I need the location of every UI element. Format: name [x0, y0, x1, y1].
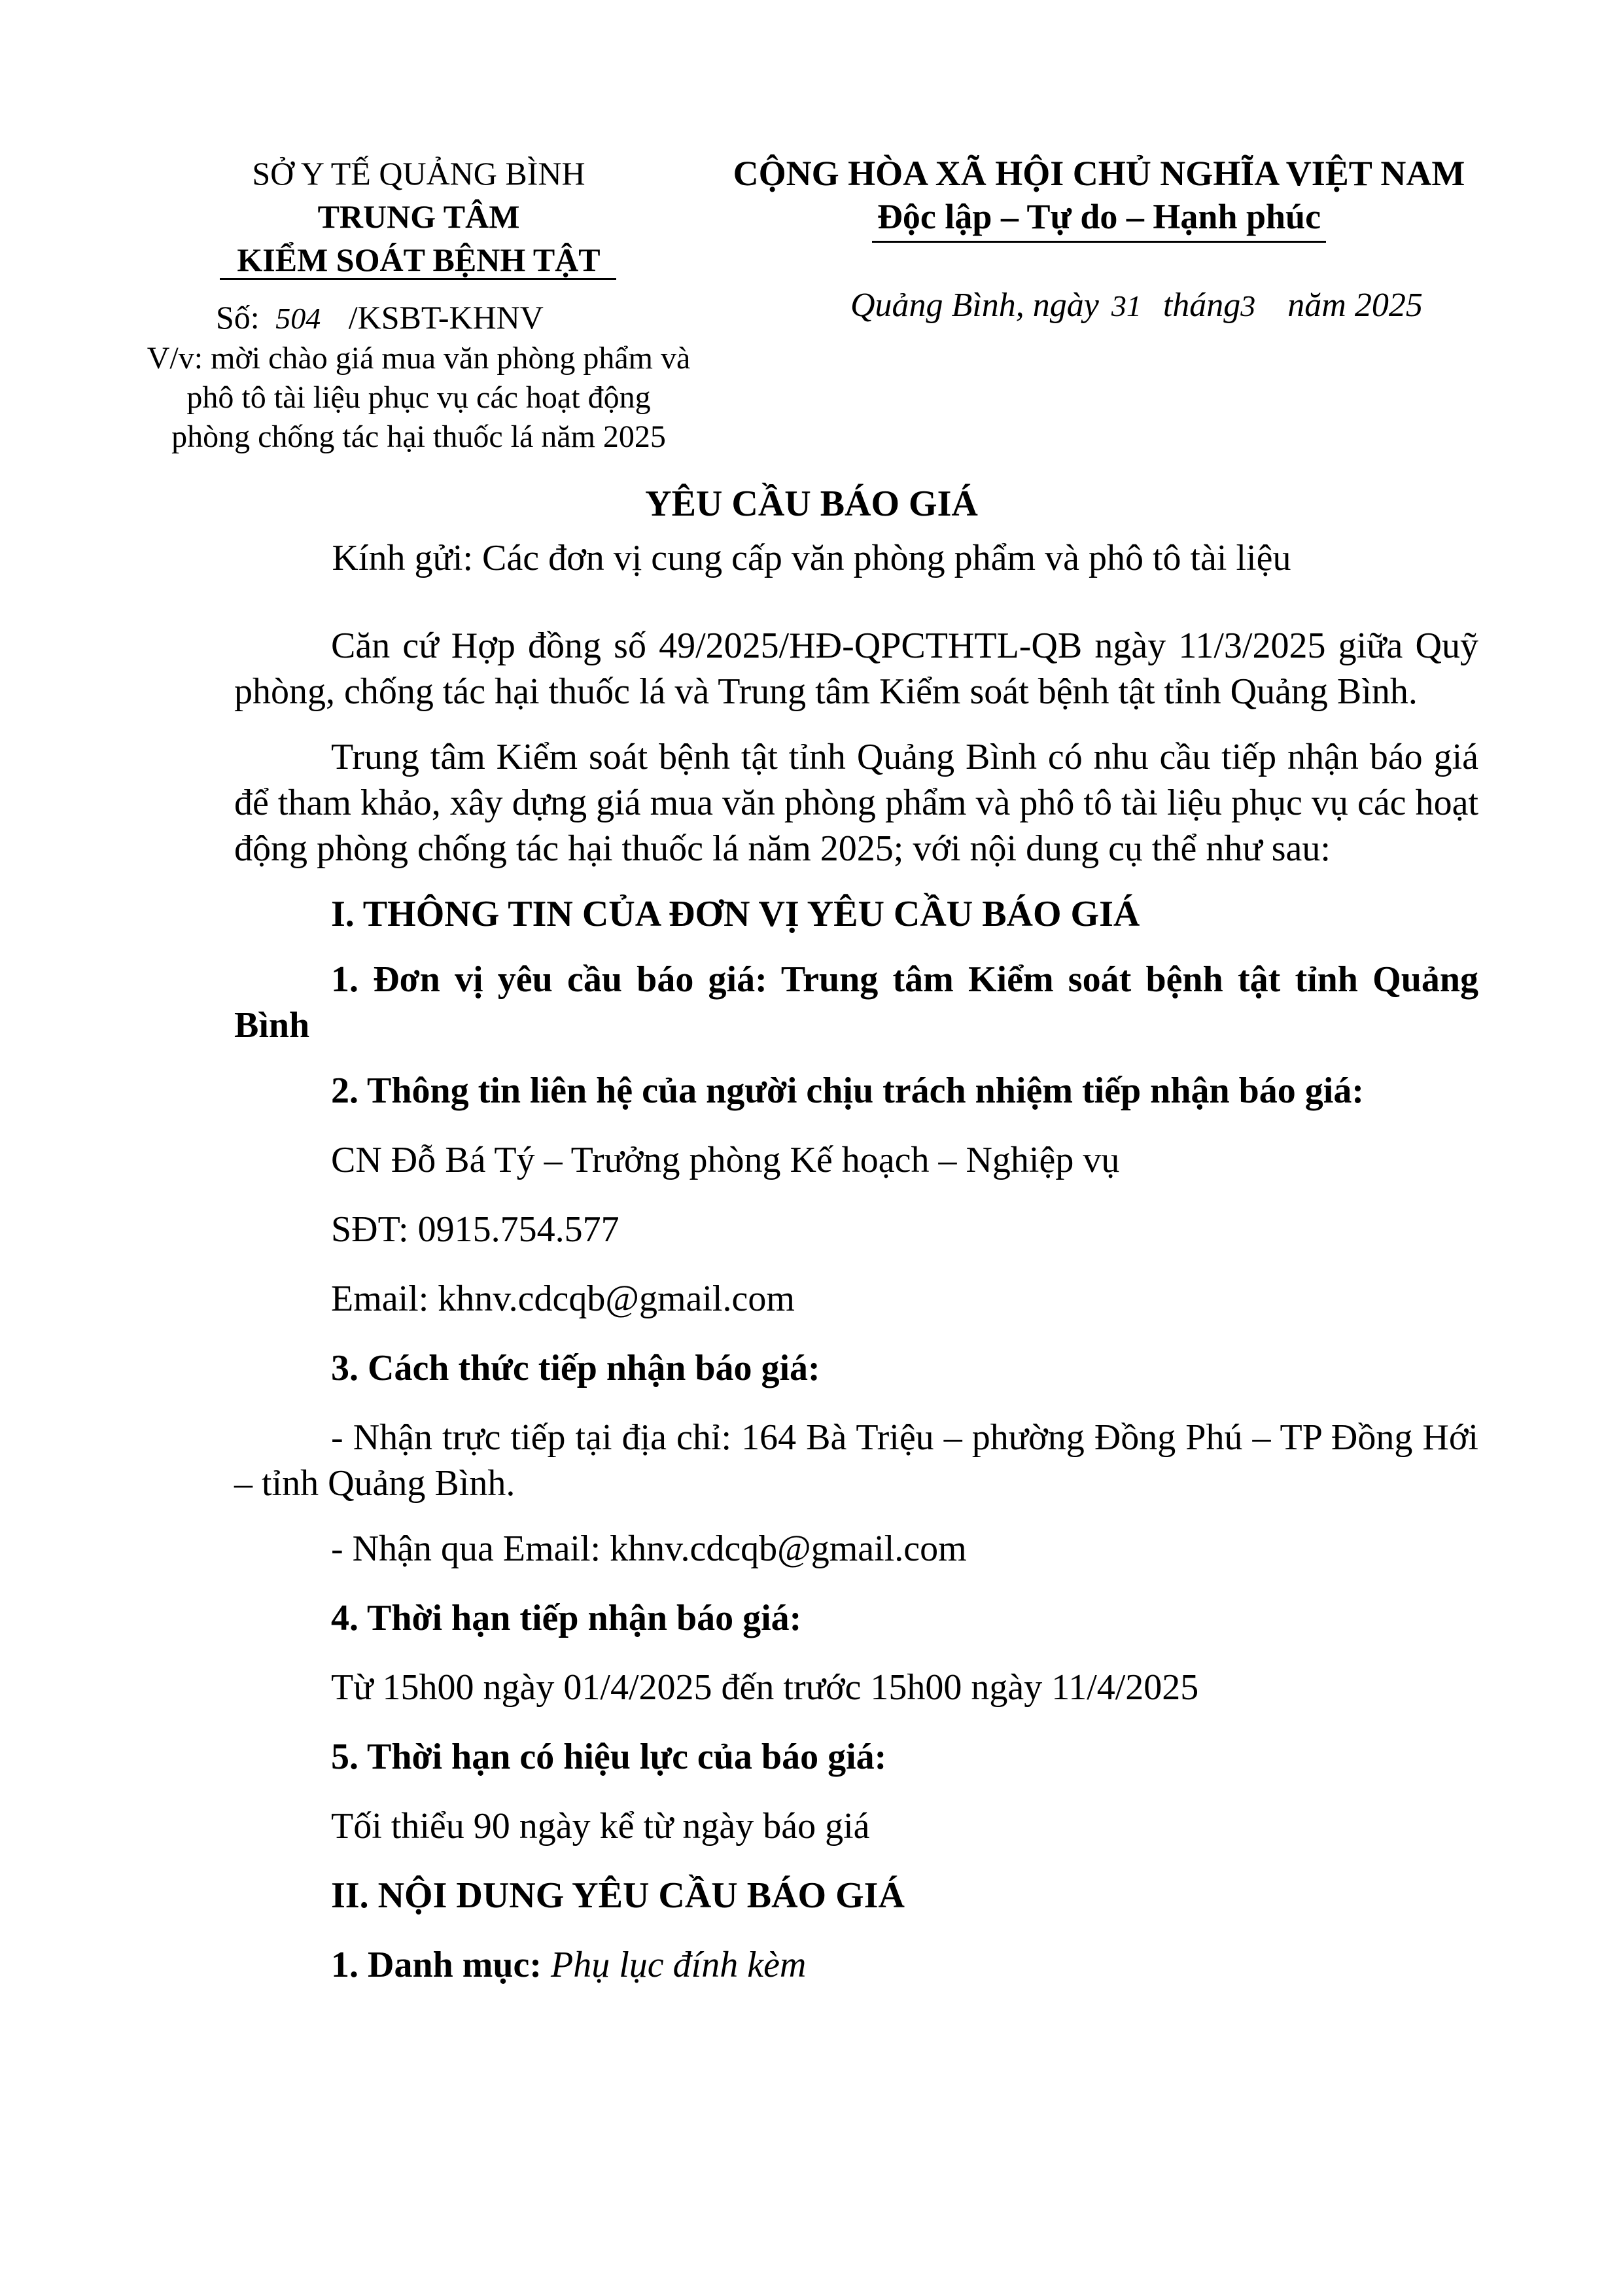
date-day: 31	[1111, 289, 1142, 323]
catalog-line	[234, 1942, 1478, 1988]
paragraph-purpose: Trung tâm Kiểm soát bệnh tật tỉnh Quảng Bình có nhu cầu tiếp nhận báo giá để tham khảo, xây dựng giá mua văn phòng phẩm và phô tô tài liệu phục vụ các hoạt động phòng chống tác hại thuốc lá năm 2025; với nội dung cụ thể như sau:	[234, 737, 1478, 869]
contact-person: CN Đỗ Bá Tý – Trưởng phòng Kế hoạch – Nghiệp vụ	[331, 1140, 1120, 1180]
org-name-line2: KIỂM SOÁT BỆNH TẬT	[237, 241, 601, 278]
document-title: YÊU CẦU BÁO GIÁ	[645, 484, 978, 524]
date-month-label: tháng	[1162, 287, 1241, 324]
date-year: năm 2025	[1287, 287, 1423, 324]
recipient-line: Kính gửi: Các đơn vị cung cấp văn phòng phẩm và phô tô tài liệu	[332, 538, 1291, 578]
item-1-requesting-unit: 1. Đơn vị yêu cầu báo giá: Trung tâm Kiểm soát bệnh tật tỉnh Quảng Bình	[234, 959, 1478, 1046]
motto-underline	[872, 241, 1326, 243]
ministry-name: SỞ Y TẾ QUẢNG BÌNH	[252, 155, 585, 192]
catalog-label: 1. Danh mục:	[331, 1945, 542, 1985]
org-name-line1: TRUNG TÂM	[317, 198, 520, 235]
header-left	[131, 152, 707, 281]
contact-email: Email: khnv.cdcqb@gmail.com	[331, 1279, 795, 1319]
subject-line-3: phòng chống tác hại thuốc lá năm 2025	[171, 419, 666, 454]
nation-name: CỘNG HÒA XÃ HỘI CHỦ NGHĨA VIỆT NAM	[733, 154, 1465, 193]
document-body	[234, 623, 1478, 1988]
validity: Tối thiểu 90 ngày kể từ ngày báo giá	[331, 1806, 870, 1846]
catalog-value: Phụ lục đính kèm	[551, 1945, 807, 1985]
number-prefix: Số:	[216, 299, 260, 336]
item-3-title: 3. Cách thức tiếp nhận báo giá:	[331, 1348, 820, 1388]
item-2-title: 2. Thông tin liên hệ của người chịu trách nhiệm tiếp nhận báo giá:	[331, 1070, 1364, 1111]
motto: Độc lập – Tự do – Hạnh phúc	[877, 197, 1321, 236]
section-1-title: I. THÔNG TIN CỦA ĐƠN VỊ YÊU CẦU BÁO GIÁ	[331, 894, 1140, 934]
date-month: 3	[1240, 289, 1256, 323]
subject-block	[98, 339, 739, 457]
subject-line-2: phô tô tài liệu phục vụ các hoạt động	[186, 380, 651, 415]
deadline: Từ 15h00 ngày 01/4/2025 đến trước 15h00 ngày 11/4/2025	[331, 1667, 1199, 1708]
number-value: 504	[275, 302, 321, 335]
item-4-title: 4. Thời hạn tiếp nhận báo giá:	[331, 1598, 802, 1638]
paragraph-basis: Căn cứ Hợp đồng số 49/2025/HĐ-QPCTHTL-QB ngày 11/3/2025 giữa Quỹ phòng, chống tác hại thuốc lá và Trung tâm Kiểm soát bệnh tật tỉnh Quảng Bình.	[234, 626, 1478, 712]
org-underline	[220, 278, 616, 280]
section-2-title: II. NỘI DUNG YÊU CẦU BÁO GIÁ	[331, 1875, 905, 1916]
date-line	[850, 284, 1531, 328]
method-direct: - Nhận trực tiếp tại địa chỉ: 164 Bà Triệu – phường Đồng Phú – TP Đồng Hới – tỉnh Quảng Bình.	[234, 1417, 1478, 1504]
subject-line-1: V/v: mời chào giá mua văn phòng phẩm và	[147, 341, 691, 376]
item-5-title: 5. Thời hạn có hiệu lực của báo giá:	[331, 1737, 887, 1777]
number-suffix: /KSBT-KHNV	[348, 299, 544, 336]
date-place: Quảng Bình, ngày	[850, 287, 1099, 324]
document-number	[216, 296, 713, 340]
header-right	[687, 152, 1511, 238]
method-email: - Nhận qua Email: khnv.cdcqb@gmail.com	[331, 1528, 967, 1569]
contact-phone: SĐT: 0915.754.577	[331, 1209, 620, 1250]
